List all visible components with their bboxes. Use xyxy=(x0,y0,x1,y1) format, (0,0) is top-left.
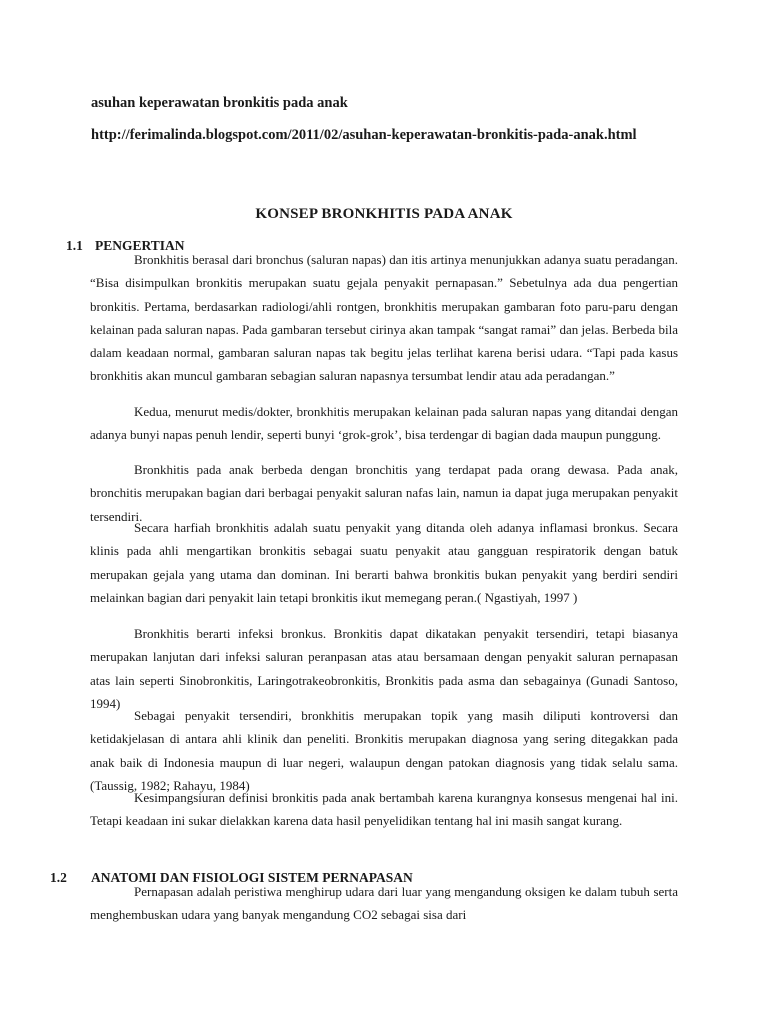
section-number: 1.2 xyxy=(50,870,67,885)
paragraph: Bronkhitis pada anak berbeda dengan bronchitis yang terdapat pada orang dewasa. Pada anak, bronchitis merupakan bagian dari berbagai penyakit saluran nafas lain, namun ia dapat juga merupakan penyakit tersendiri. xyxy=(90,462,678,524)
source-url[interactable]: http://ferimalinda.blogspot.com/2011/02/asuhan-keperawatan-bronkitis-pada-anak.html xyxy=(91,127,637,143)
paragraph: Kedua, menurut medis/dokter, bronkhitis merupakan kelainan pada saluran napas yang ditandai dengan adanya bunyi napas penuh lendir, seperti bunyi ‘grok-grok’, bisa terdengar di bagian dada maupun punggung. xyxy=(90,404,678,443)
paragraph: Pernapasan adalah peristiwa menghirup udara dari luar yang mengandung oksigen ke dalam tubuh serta menghembuskan udara yang banyak mengandung CO2 sebagai sisa dari xyxy=(90,884,678,923)
section-number: 1.1 xyxy=(66,238,83,253)
document-title: asuhan keperawatan bronkitis pada anak xyxy=(91,95,348,111)
paragraph: Kesimpangsiuran definisi bronkitis pada anak bertambah karena kurangnya konsesus mengenai hal ini. Tetapi keadaan ini sukar dielakkan karena data hasil penyelidikan tentang hal ini masih sangat kurang. xyxy=(90,790,678,829)
paragraph: Secara harfiah bronkhitis adalah suatu penyakit yang ditanda oleh adanya inflamasi bronkus. Secara klinis pada ahli mengartikan bronkitis sebagai suatu penyakit atau gangguan respiratorik dengan batuk merupakan gejala yang utama dan dominan. Ini berarti bahwa bronkitis bukan penyakit yang berdiri sendiri melainkan bagian dari penyakit lain tetapi bronkitis ikut memegang peran.( Ngastiyah, 1997 ) xyxy=(90,520,678,605)
section-title: PENGERTIAN xyxy=(95,238,185,253)
paragraph: Sebagai penyakit tersendiri, bronkhitis merupakan topik yang masih diliputi kontroversi dan ketidakjelasan di antara ahli klinik dan peneliti. Bronkitis merupakan diagnosa yang sering ditegakkan pada anak baik di Indonesia maupun di luar negeri, walaupun dengan patokan diagnosis yang tidak selalu sama.(Taussig, 1982; Rahayu, 1984) xyxy=(90,708,678,793)
paragraph: Bronkhitis berarti infeksi bronkus. Bronkitis dapat dikatakan penyakit tersendiri, tetapi biasanya merupakan lanjutan dari infeksi saluran peranpasan atas atau bersamaan dengan penyakit saluran pernapasan atas lain seperti Sinobronkitis, Laringotrakeobronkitis, Bronkitis pada asma dan sebagainya (Gunadi Santoso, 1994) xyxy=(90,626,678,711)
paragraph: Bronkhitis berasal dari bronchus (saluran napas) dan itis artinya menunjukkan adanya suatu peradangan. “Bisa disimpulkan bronkitis merupakan suatu gejala penyakit pernapasan.” Sebetulnya ada dua pengertian bronkitis. Pertama, berdasarkan radiologi/ahli rontgen, bronkhitis merupakan gambaran foto paru-paru dengan kelainan pada saluran napas. Pada gambaran tersebut cirinya akan tampak “sangat ramai” dan jelas. Berbeda bila dalam keadaan normal, gambaran saluran napas tak begitu jelas terlihat karena berisi udara. “Tapi pada kasus bronkhitis akan muncul gambaran sebagian saluran napasnya tersumbat lendir atau ada peradangan.” xyxy=(90,252,678,384)
section-title: ANATOMI DAN FISIOLOGI SISTEM PERNAPASAN xyxy=(91,870,413,885)
main-heading: KONSEP BRONKHITIS PADA ANAK xyxy=(255,206,513,222)
